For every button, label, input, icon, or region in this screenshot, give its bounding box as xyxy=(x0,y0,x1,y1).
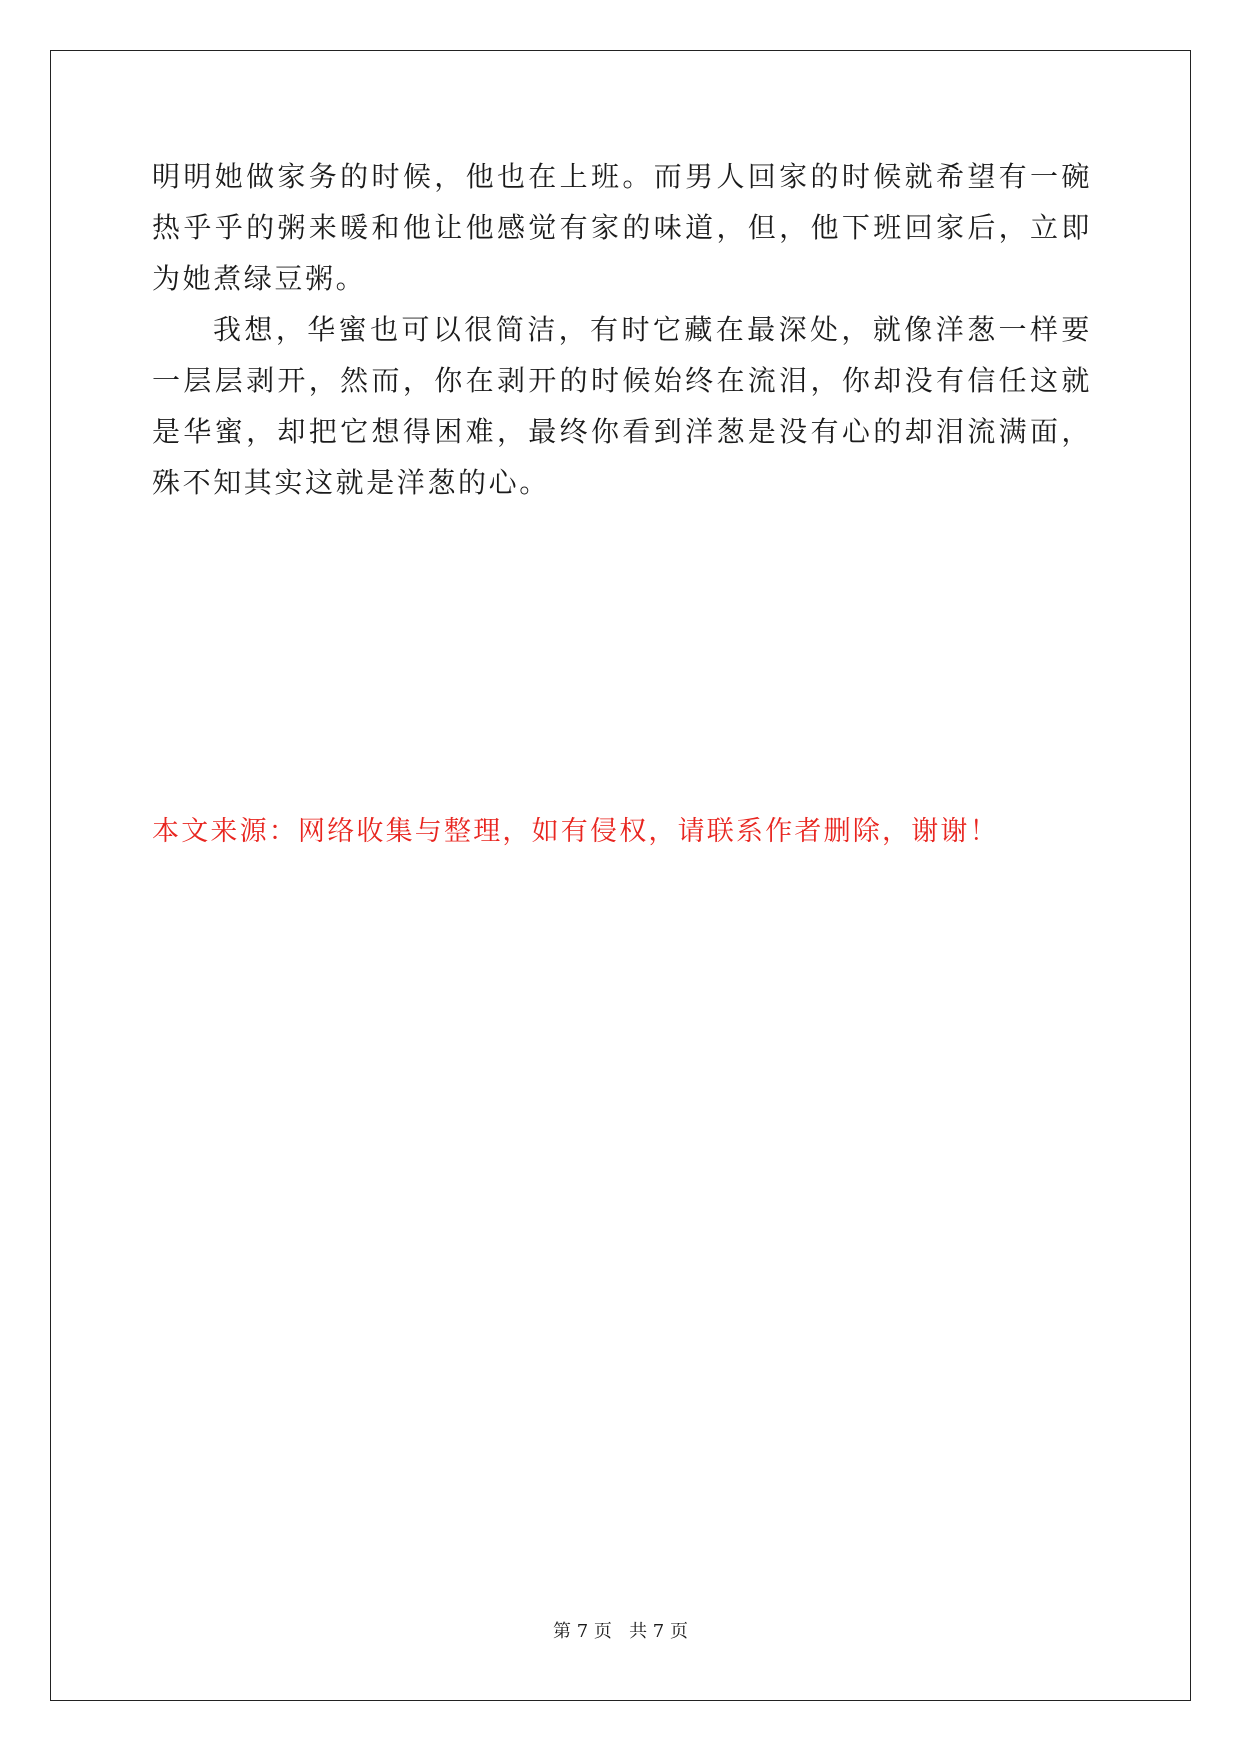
page-number-footer: 第 7 页 共 7 页 xyxy=(553,1621,688,1642)
paragraph-onion-reflection: 我想，华蜜也可以很简洁，有时它藏在最深处，就像洋葱一样要一层层剥开，然而，你在剥开的时候始终在流泪，你却没有信任这就是华蜜，却把它想得困难，最终你看到洋葱是没有心的却泪流满面，殊不知其实这就是洋葱的心。 xyxy=(152,313,1092,499)
source-disclaimer: 本文来源：网络收集与整理，如有侵权，请联系作者删除，谢谢！ xyxy=(152,816,999,847)
document-body xyxy=(152,151,1092,508)
paragraph-continuation: 明明她做家务的时候，他也在上班。而男人回家的时候就希望有一碗热乎乎的粥来暖和他让他感觉有家的味道，但，他下班回家后，立即为她煮绿豆粥。 xyxy=(152,160,1092,295)
